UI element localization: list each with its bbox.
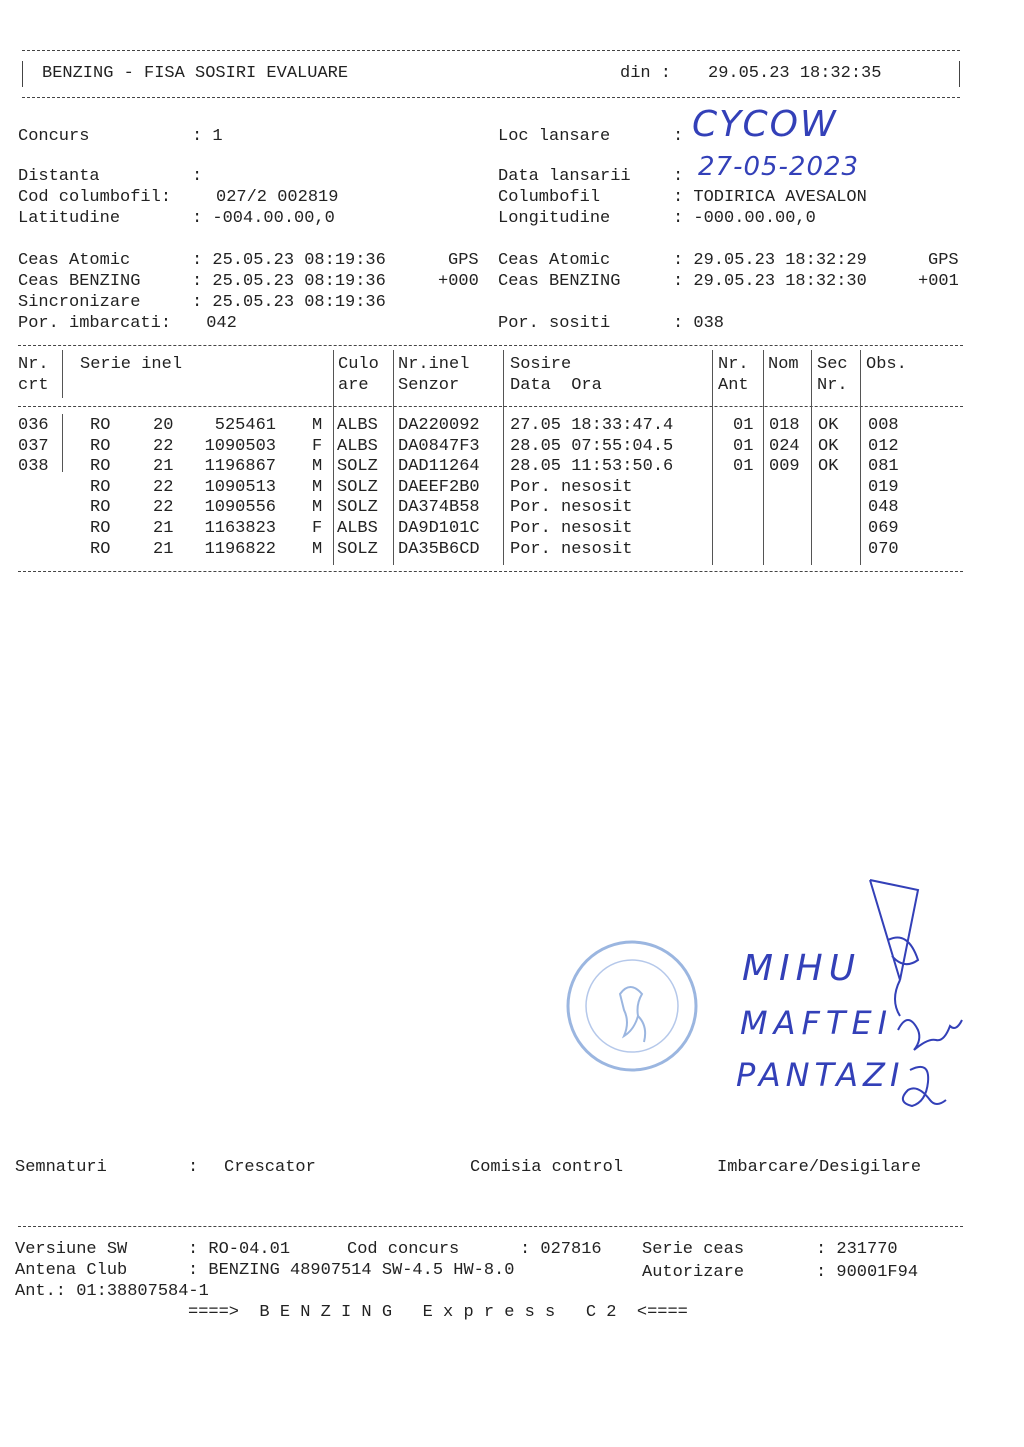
- columbofil-value: : TODIRICA AVESALON: [673, 188, 867, 207]
- table-row: [0, 498, 1000, 518]
- handwritten-name-1: MIHU: [742, 948, 862, 989]
- cell-senzor: DA35B6CD: [398, 539, 480, 559]
- concurs-value: : 1: [192, 127, 223, 146]
- cell-sex: M: [312, 477, 323, 497]
- col-crt-header: crt: [18, 376, 49, 395]
- table-header-rule: [18, 406, 963, 407]
- por-imbarcati-value: 042: [196, 314, 237, 333]
- cell-culoare: SOLZ: [337, 539, 378, 559]
- col-sec-header: Sec: [817, 355, 848, 374]
- cell-sosire: 28.05 07:55:04.5: [510, 436, 674, 456]
- serie-ceas-label: Serie ceas: [642, 1240, 745, 1259]
- cell-obs: 012: [868, 436, 899, 456]
- cell-tara: RO: [90, 436, 111, 456]
- cell-obs: 081: [868, 457, 899, 477]
- cell-sex: M: [312, 416, 323, 435]
- table-top-rule: [18, 345, 963, 346]
- cell-senzor: DAEEF2B0: [398, 477, 480, 497]
- distanta-label: Distanta: [18, 167, 100, 186]
- ceas-atomic-start-value: : 25.05.23 08:19:36: [192, 251, 386, 270]
- ceas-atomic-end-suffix: GPS: [928, 251, 959, 270]
- handwritten-name-3: PANTAZI: [736, 1056, 905, 1094]
- col-ant-header-2: Ant: [718, 376, 749, 395]
- concurs-label: Concurs: [18, 127, 90, 146]
- cell-nom: 018: [769, 416, 800, 435]
- col-senzor-header: Senzor: [398, 376, 460, 395]
- cell-inel: 1090556: [204, 498, 276, 518]
- cell-senzor: DA374B58: [398, 498, 480, 518]
- cell-an: 22: [153, 498, 174, 518]
- autorizare-label: Autorizare: [642, 1263, 745, 1282]
- table-row: [0, 540, 1000, 560]
- cell-an: 21: [153, 457, 174, 477]
- footer-rule: [18, 1226, 963, 1227]
- cell-sex: M: [312, 539, 323, 559]
- cod-concurs-value: : 027816: [520, 1240, 602, 1259]
- handwritten-name-2: MAFTEI: [740, 1004, 894, 1042]
- cell-senzor: DA0847F3: [398, 436, 480, 456]
- table-row: [0, 457, 1000, 477]
- crescator-label: Crescator: [224, 1158, 316, 1177]
- cell-inel: 1090513: [204, 477, 276, 497]
- comisia-label: Comisia control: [470, 1158, 624, 1177]
- ceas-benzing-end-label: Ceas BENZING: [498, 272, 621, 291]
- cell-sosire: Por. nesosit: [510, 498, 633, 518]
- cell-obs: 008: [868, 416, 899, 435]
- col-nom-header: Nom: [768, 355, 799, 374]
- col-data-ora-header: Data Ora: [510, 376, 602, 395]
- col-culoare-header-2: are: [338, 376, 369, 395]
- longitudine-label: Longitudine: [498, 209, 611, 228]
- longitudine-value: : -000.00.00,0: [673, 209, 816, 228]
- cell-tara: RO: [90, 457, 111, 477]
- ceas-benzing-end-suffix: +001: [918, 272, 959, 291]
- por-sositi-label: Por. sositi: [498, 314, 611, 333]
- cell-culoare: ALBS: [337, 416, 378, 435]
- cell-nr: 037: [18, 436, 49, 456]
- cell-nom: 009: [769, 457, 800, 477]
- cell-an: 22: [153, 477, 174, 497]
- loc-lansare-label: Loc lansare: [498, 127, 611, 146]
- cell-sex: M: [312, 457, 323, 477]
- cell-obs: 048: [868, 498, 899, 518]
- data-lansarii-sep: :: [673, 167, 684, 186]
- autorizare-value: : 90001F94: [816, 1263, 919, 1282]
- col-nrinel-header: Nr.inel: [398, 355, 470, 374]
- table-row: [0, 519, 1000, 539]
- col-obs-header: Obs.: [866, 355, 907, 374]
- cell-sec: OK: [818, 436, 839, 456]
- ceas-benzing-start-value: : 25.05.23 08:19:36: [192, 272, 386, 291]
- cell-an: 21: [153, 519, 174, 538]
- ceas-atomic-start-suffix: GPS: [448, 251, 479, 270]
- col-sec-header-2: Nr.: [817, 376, 848, 395]
- cell-senzor: DA220092: [398, 416, 480, 435]
- sincronizare-value: : 25.05.23 08:19:36: [192, 293, 386, 312]
- cell-culoare: ALBS: [337, 519, 378, 538]
- cell-sosire: Por. nesosit: [510, 519, 633, 538]
- cell-culoare: SOLZ: [337, 498, 378, 518]
- cell-senzor: DA9D101C: [398, 519, 480, 538]
- imbarcare-label: Imbarcare/Desigilare: [717, 1158, 922, 1177]
- cell-tara: RO: [90, 416, 111, 435]
- col-serie-header: Serie inel: [80, 355, 183, 374]
- cell-sex: M: [312, 498, 323, 518]
- cell-nr: 036: [18, 416, 49, 435]
- ceas-atomic-end-label: Ceas Atomic: [498, 251, 611, 270]
- ceas-benzing-start-suffix: +000: [438, 272, 479, 291]
- report-date-value: 29.05.23 18:32:35: [708, 64, 882, 83]
- cell-sosire: Por. nesosit: [510, 539, 633, 559]
- cell-tara: RO: [90, 519, 111, 538]
- latitudine-label: Latitudine: [18, 209, 121, 228]
- cell-inel: 1090503: [204, 436, 276, 456]
- cell-sosire: 28.05 11:53:50.6: [510, 457, 674, 477]
- cell-tara: RO: [90, 498, 111, 518]
- cell-sosire: 27.05 18:33:47.4: [510, 416, 674, 435]
- cell-obs: 019: [868, 477, 899, 497]
- ceas-benzing-start-label: Ceas BENZING: [18, 272, 141, 291]
- serie-ceas-value: : 231770: [816, 1240, 898, 1259]
- cell-inel: 1163823: [204, 519, 276, 538]
- cod-columbofil-label: Cod columbofil:: [18, 188, 172, 207]
- col-nr-header: Nr.: [18, 355, 49, 374]
- cell-sec: OK: [818, 416, 839, 435]
- versiune-value: : RO-04.01: [188, 1240, 291, 1259]
- sincronizare-label: Sincronizare: [18, 293, 141, 312]
- cell-sec: OK: [818, 457, 839, 477]
- col-ant-header: Nr.: [718, 355, 749, 374]
- cod-columbofil-value: 027/2 002819: [216, 188, 339, 207]
- columbofil-label: Columbofil: [498, 188, 601, 207]
- cell-culoare: SOLZ: [337, 457, 378, 477]
- cell-an: 22: [153, 436, 174, 456]
- versiune-label: Versiune SW: [15, 1240, 128, 1259]
- ant-line: Ant.: 01:38807584-1: [15, 1282, 209, 1301]
- cell-tara: RO: [90, 477, 111, 497]
- distanta-value: :: [192, 167, 203, 186]
- por-sositi-value: : 038: [673, 314, 725, 333]
- cell-sex: F: [312, 519, 323, 538]
- latitudine-value: : -004.00.00,0: [192, 209, 335, 228]
- col-culoare-header: Culo: [338, 355, 379, 374]
- loc-lansare-sep: :: [673, 127, 684, 146]
- antena-value: : BENZING 48907514 SW-4.5 HW-8.0: [188, 1261, 515, 1280]
- cell-obs: 070: [868, 539, 899, 559]
- cell-an: 21: [153, 539, 174, 559]
- cell-obs: 069: [868, 519, 899, 538]
- antena-label: Antena Club: [15, 1261, 128, 1280]
- cell-ant: 01: [733, 416, 754, 435]
- ceas-benzing-end-value: : 29.05.23 18:32:30: [673, 272, 867, 291]
- cell-ant: 01: [733, 436, 754, 456]
- cod-concurs-label: Cod concurs: [347, 1240, 460, 1259]
- data-lansarii-label: Data lansarii: [498, 167, 631, 186]
- signature-scribbles: [840, 870, 970, 1140]
- table-row: [0, 416, 1000, 436]
- report-date-label: din :: [620, 64, 672, 83]
- por-imbarcati-label: Por. imbarcati:: [18, 314, 172, 333]
- cell-inel: 525461: [214, 416, 276, 435]
- brand-line: ====> B E N Z I N G E x p r e s s C 2 <====: [188, 1303, 688, 1322]
- data-lansarii-handwritten: 27-05-2023: [698, 152, 860, 182]
- cell-nom: 024: [769, 436, 800, 456]
- ceas-atomic-end-value: : 29.05.23 18:32:29: [673, 251, 867, 270]
- cell-sex: F: [312, 436, 323, 456]
- cell-ant: 01: [733, 457, 754, 477]
- cell-culoare: ALBS: [337, 436, 378, 456]
- cell-senzor: DAD11264: [398, 457, 480, 477]
- ceas-atomic-start-label: Ceas Atomic: [18, 251, 131, 270]
- cell-culoare: SOLZ: [337, 477, 378, 497]
- association-stamp: [562, 936, 702, 1076]
- semnaturi-sep: :: [188, 1158, 199, 1177]
- cell-tara: RO: [90, 539, 111, 559]
- table-bottom-rule: [18, 571, 963, 572]
- cell-nr: 038: [18, 457, 49, 477]
- table-row: [0, 437, 1000, 457]
- semnaturi-label: Semnaturi: [15, 1158, 107, 1177]
- table-row: [0, 478, 1000, 498]
- cell-inel: 1196822: [204, 539, 276, 559]
- cell-sosire: Por. nesosit: [510, 477, 633, 497]
- cell-an: 20: [153, 416, 174, 435]
- cell-inel: 1196867: [204, 457, 276, 477]
- col-sosire-header: Sosire: [510, 355, 572, 374]
- report-title: BENZING - FISA SOSIRI EVALUARE: [42, 64, 349, 83]
- loc-lansare-handwritten: CYCOW: [692, 104, 838, 145]
